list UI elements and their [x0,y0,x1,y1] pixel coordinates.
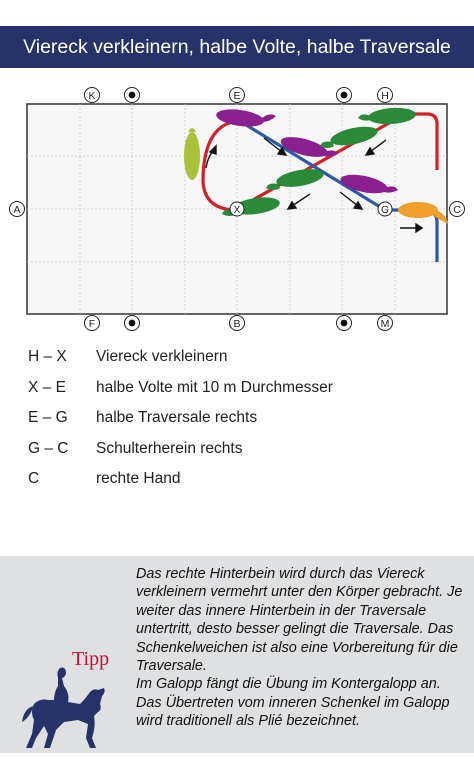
letter-e-marker [230,88,245,103]
header-bar [0,26,474,68]
letter-e: E [233,90,241,102]
legend-text: halbe Volte mit 10 m Durchmesser [96,378,333,396]
legend-text: Viereck verkleinern [96,348,228,365]
letter-a-marker [10,202,25,217]
legend-text: rechte Hand [96,470,181,487]
dot-marker-top-2 [337,88,352,103]
legend-row [28,440,458,471]
letter-k-marker [85,88,100,103]
legend-row [28,470,458,501]
dot-marker-top-1 [125,88,140,103]
legend-row [28,348,458,379]
legend-code: H – X [28,348,67,365]
letter-f-marker [85,316,100,331]
letter-g: G [381,205,389,216]
letter-f: F [88,318,96,330]
tip-text [136,565,466,731]
letter-m: M [380,318,390,330]
letter-b-marker [230,316,245,331]
dot-marker-bottom-2 [337,316,352,331]
letter-k: K [88,90,96,102]
legend-text: halbe Traversale rechts [96,409,258,426]
letter-h-marker [378,88,393,103]
letter-x: X [233,205,241,216]
tip-label: Tipp [72,648,110,670]
legend-code: G – C [28,439,69,457]
legend-row [28,379,458,410]
legend-text: Schulterherein rechts [96,439,243,457]
dot-marker-bottom-1 [125,316,140,331]
tip-box [0,556,474,753]
horse-rider-icon [18,664,110,750]
legend-row [28,409,458,440]
legend-code: C [28,470,40,487]
arena-diagram [0,82,474,338]
legend-code: X – E [28,378,66,396]
letter-g-marker [378,202,392,216]
letter-a: A [13,204,21,216]
letter-m-marker [378,316,393,331]
letter-c-marker [450,202,465,217]
legend-code: E – G [28,409,68,426]
tip-paragraph-1: Das rechte Hinterbein wird durch das Viereck verkleinern vermehrt unter den Körper gebracht. Je weiter das innere Hinterbein in der Traversale untertritt, desto besser gelingt die Traversale. Das Schenkelweichen ist also eine Vorbereitung für die Traversale. [136,566,463,675]
tip-paragraph-2: Im Galopp fängt die Übung im Kontergalopp an. Das Übertreten vom inneren Schenkel im Galopp wird traditionell als Plié bezeichnet. [136,676,450,730]
letter-x-marker [230,202,244,216]
letter-h: H [381,90,389,102]
page-title: Viereck verkleinern, halbe Volte, halbe Traversale [23,36,451,58]
exercise-legend [28,348,458,501]
letter-c: C [453,204,461,216]
letter-b: B [233,318,241,330]
